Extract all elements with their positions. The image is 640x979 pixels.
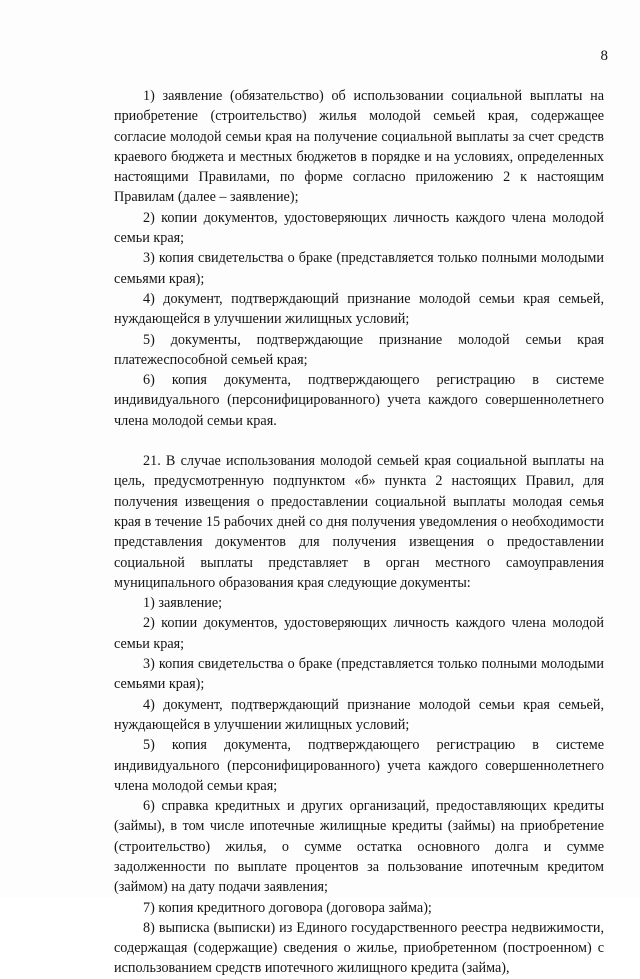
paragraph: 3) копия свидетельства о браке (представляется только полными молодыми семьями края);	[114, 656, 604, 693]
paragraph: 3) копия свидетельства о браке (представляется только полными молодыми семьями края);	[114, 250, 604, 287]
paragraph: 1) заявление (обязательство) об использовании социальной выплаты на приобретение (строительство) жилья молодой семьей края, содержащее согласие молодой семьи края на получение социальной выплаты за счет средств краевого бюджета и местных бюджетов в порядке и на условиях, определенных настоящими Правилами, по форме согласно приложению 2 к настоящим Правилам (далее – заявление);	[114, 88, 604, 206]
paragraph: 21. В случае использования молодой семьей края социальной выплаты на цель, предусмотренную подпунктом «б» пункта 2 настоящих Правил, для получения извещения о предоставлении социальной выплаты молодая семья края в течение 15 рабочих дней со дня получения уведомления о необходимости представления документов для получения извещения о предоставлении социальной выплаты представляет в орган местного самоуправления муниципального образования края следующие документы:	[114, 453, 604, 591]
paragraph: 7) копия кредитного договора (договора займа);	[143, 899, 432, 916]
paragraph: 5) копия документа, подтверждающего регистрацию в системе индивидуального (персонифицированного) учета каждого совершеннолетнего члена молодой семьи края;	[114, 737, 604, 794]
document-body	[114, 86, 604, 979]
paragraph: 6) справка кредитных и других организаций, предоставляющих кредиты (займы), в том числе ипотечные жилищные кредиты (займы) на приобретение (строительство) жилья, о сумме остатка основного долга и сумме задолженности по выплате процентов за пользование ипотечным кредитом (займом) на дату подачи заявления;	[114, 798, 604, 896]
paragraph: 5) документы, подтверждающие признание молодой семьи края платежеспособной семьей края;	[114, 331, 604, 368]
paragraph: 8) выписка (выписки) из Единого государственного реестра недвижимости, содержащая (содержащие) сведения о жилье, приобретенном (построенном) с использованием средств ипотечного жилищного кредита (займа),	[114, 919, 604, 977]
paragraph: 4) документ, подтверждающий признание молодой семьи края семьей, нуждающейся в улучшении жилищных условий;	[114, 696, 604, 733]
page-number: 8	[600, 48, 608, 64]
paragraph: 6) копия документа, подтверждающего регистрацию в системе индивидуального (персонифицированного) учета каждого совершеннолетнего члена молодой семьи края.	[114, 372, 604, 429]
paragraph: 1) заявление;	[143, 595, 223, 612]
paragraph: 4) документ, подтверждающий признание молодой семьи края семьей, нуждающейся в улучшении жилищных условий;	[114, 290, 604, 328]
paragraph: 2) копии документов, удостоверяющих личность каждого члена молодой семьи края;	[114, 209, 604, 247]
paragraph: 2) копии документов, удостоверяющих личность каждого члена молодой семьи края;	[114, 615, 604, 652]
